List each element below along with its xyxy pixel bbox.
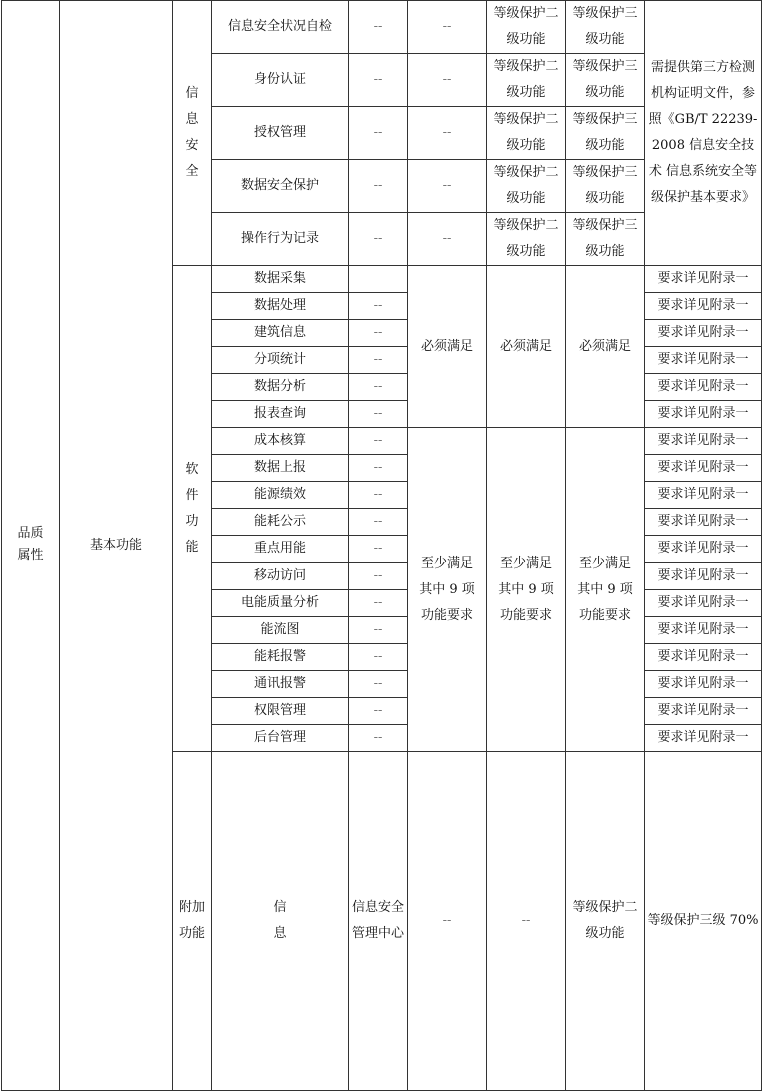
security-item: 授权管理 bbox=[212, 107, 349, 160]
dash-cell bbox=[349, 266, 408, 293]
software-item: 报表查询 bbox=[212, 401, 349, 428]
atleast-cell bbox=[408, 428, 487, 752]
software-item: 后台管理 bbox=[212, 725, 349, 752]
dash-cell: -- bbox=[349, 107, 408, 160]
dash-cell: -- bbox=[349, 320, 408, 347]
dash-cell: -- bbox=[349, 671, 408, 698]
additional-function-cell: 附加功能 bbox=[173, 752, 212, 1091]
atleast-cell bbox=[566, 428, 645, 752]
dash-cell: -- bbox=[349, 401, 408, 428]
software-group-cell bbox=[173, 266, 212, 752]
must-cell: 必须满足 bbox=[408, 266, 487, 428]
appendix-cell: 要求详见附录一 bbox=[645, 374, 762, 401]
atleast-text: 至少满足其中 9 项功能要求 bbox=[577, 555, 633, 623]
appendix-cell: 要求详见附录一 bbox=[645, 455, 762, 482]
level3-cell: 等级保护三级 70% bbox=[645, 752, 762, 1091]
level3-cell: 等级保护三级功能 bbox=[566, 107, 645, 160]
appendix-cell: 要求详见附录一 bbox=[645, 401, 762, 428]
dash-cell: -- bbox=[408, 54, 487, 107]
dash-cell: -- bbox=[349, 347, 408, 374]
atleast-text: 至少满足其中 9 项功能要求 bbox=[498, 555, 554, 623]
software-item: 数据处理 bbox=[212, 293, 349, 320]
must-cell: 必须满足 bbox=[566, 266, 645, 428]
appendix-cell: 要求详见附录一 bbox=[645, 428, 762, 455]
appendix-cell: 要求详见附录一 bbox=[645, 563, 762, 590]
software-item: 建筑信息 bbox=[212, 320, 349, 347]
appendix-cell: 要求详见附录一 bbox=[645, 671, 762, 698]
level2-cell: 等级保护二级功能 bbox=[487, 160, 566, 213]
software-item: 重点用能 bbox=[212, 536, 349, 563]
appendix-cell: 要求详见附录一 bbox=[645, 293, 762, 320]
dash-cell: -- bbox=[349, 374, 408, 401]
appendix-cell: 要求详见附录一 bbox=[645, 347, 762, 374]
security-note: 需提供第三方检测机构证明文件，参照《GB/T 22239-2008 信息安全技术 信息系统安全等级保护基本要求》 bbox=[648, 60, 758, 205]
software-item: 电能质量分析 bbox=[212, 590, 349, 617]
software-item: 能耗公示 bbox=[212, 509, 349, 536]
level3-cell: 等级保护三级功能 bbox=[566, 1, 645, 54]
dash-cell: -- bbox=[349, 590, 408, 617]
dash-cell: -- bbox=[349, 160, 408, 213]
dash-cell: -- bbox=[349, 563, 408, 590]
appendix-cell: 要求详见附录一 bbox=[645, 509, 762, 536]
dash-cell: -- bbox=[349, 54, 408, 107]
atleast-text: 至少满足其中 9 项功能要求 bbox=[419, 555, 475, 623]
info-group-cell bbox=[212, 752, 349, 1091]
appendix-cell: 要求详见附录一 bbox=[645, 320, 762, 347]
dash-cell: -- bbox=[408, 160, 487, 213]
appendix-cell: 要求详见附录一 bbox=[645, 482, 762, 509]
appendix-cell: 要求详见附录一 bbox=[645, 644, 762, 671]
security-item: 数据安全保护 bbox=[212, 160, 349, 213]
security-item: 信息安全管理中心 bbox=[349, 752, 408, 1091]
software-item: 能源绩效 bbox=[212, 482, 349, 509]
software-group-label: 软件功能 bbox=[185, 461, 199, 555]
software-item: 移动访问 bbox=[212, 563, 349, 590]
dash-cell: -- bbox=[408, 107, 487, 160]
software-item: 数据分析 bbox=[212, 374, 349, 401]
appendix-cell: 要求详见附录一 bbox=[645, 590, 762, 617]
dash-cell: -- bbox=[349, 509, 408, 536]
software-item: 能流图 bbox=[212, 617, 349, 644]
software-item: 能耗报警 bbox=[212, 644, 349, 671]
dash-cell: -- bbox=[408, 752, 487, 1091]
basic-function-label: 基本功能 bbox=[89, 537, 142, 553]
dash-cell: -- bbox=[349, 725, 408, 752]
info-group-label: 信息 bbox=[273, 900, 287, 941]
security-note-cell bbox=[645, 1, 762, 266]
quality-attr-label: 品质属性 bbox=[17, 525, 44, 563]
level2-cell: 等级保护二级功能 bbox=[487, 213, 566, 266]
atleast-cell bbox=[487, 428, 566, 752]
software-item: 通讯报警 bbox=[212, 671, 349, 698]
dash-cell: -- bbox=[349, 698, 408, 725]
security-group-label: 信息安全 bbox=[185, 86, 199, 179]
level3-cell: 等级保护三级功能 bbox=[566, 213, 645, 266]
dash-cell: -- bbox=[349, 617, 408, 644]
dash-cell: -- bbox=[487, 752, 566, 1091]
appendix-cell: 要求详见附录一 bbox=[645, 698, 762, 725]
quality-attr-cell bbox=[2, 1, 60, 1091]
dash-cell: -- bbox=[349, 482, 408, 509]
must-cell: 必须满足 bbox=[487, 266, 566, 428]
level2-cell: 等级保护二级功能 bbox=[487, 54, 566, 107]
dash-cell: -- bbox=[408, 213, 487, 266]
dash-cell: -- bbox=[349, 644, 408, 671]
software-item: 数据上报 bbox=[212, 455, 349, 482]
security-group-cell bbox=[173, 1, 212, 266]
level2-cell: 等级保护二级功能 bbox=[487, 1, 566, 54]
level2-cell: 等级保护二级功能 bbox=[566, 752, 645, 1091]
software-item: 分项统计 bbox=[212, 347, 349, 374]
level3-cell: 等级保护三级功能 bbox=[566, 54, 645, 107]
software-item: 权限管理 bbox=[212, 698, 349, 725]
dash-cell: -- bbox=[349, 455, 408, 482]
level3-cell: 等级保护三级功能 bbox=[566, 160, 645, 213]
dash-cell: -- bbox=[408, 1, 487, 54]
appendix-cell: 要求详见附录一 bbox=[645, 266, 762, 293]
dash-cell: -- bbox=[349, 1, 408, 54]
dash-cell: -- bbox=[349, 293, 408, 320]
software-item: 数据采集 bbox=[212, 266, 349, 293]
security-item: 身份认证 bbox=[212, 54, 349, 107]
basic-function-cell bbox=[60, 1, 173, 1091]
appendix-cell: 要求详见附录一 bbox=[645, 617, 762, 644]
appendix-cell: 要求详见附录一 bbox=[645, 725, 762, 752]
level2-cell: 等级保护二级功能 bbox=[487, 107, 566, 160]
dash-cell: -- bbox=[349, 428, 408, 455]
security-item: 信息安全状况自检 bbox=[212, 1, 349, 54]
dash-cell: -- bbox=[349, 213, 408, 266]
software-item: 成本核算 bbox=[212, 428, 349, 455]
appendix-cell: 要求详见附录一 bbox=[645, 536, 762, 563]
requirements-table bbox=[1, 0, 762, 1091]
security-item: 操作行为记录 bbox=[212, 213, 349, 266]
dash-cell: -- bbox=[349, 536, 408, 563]
